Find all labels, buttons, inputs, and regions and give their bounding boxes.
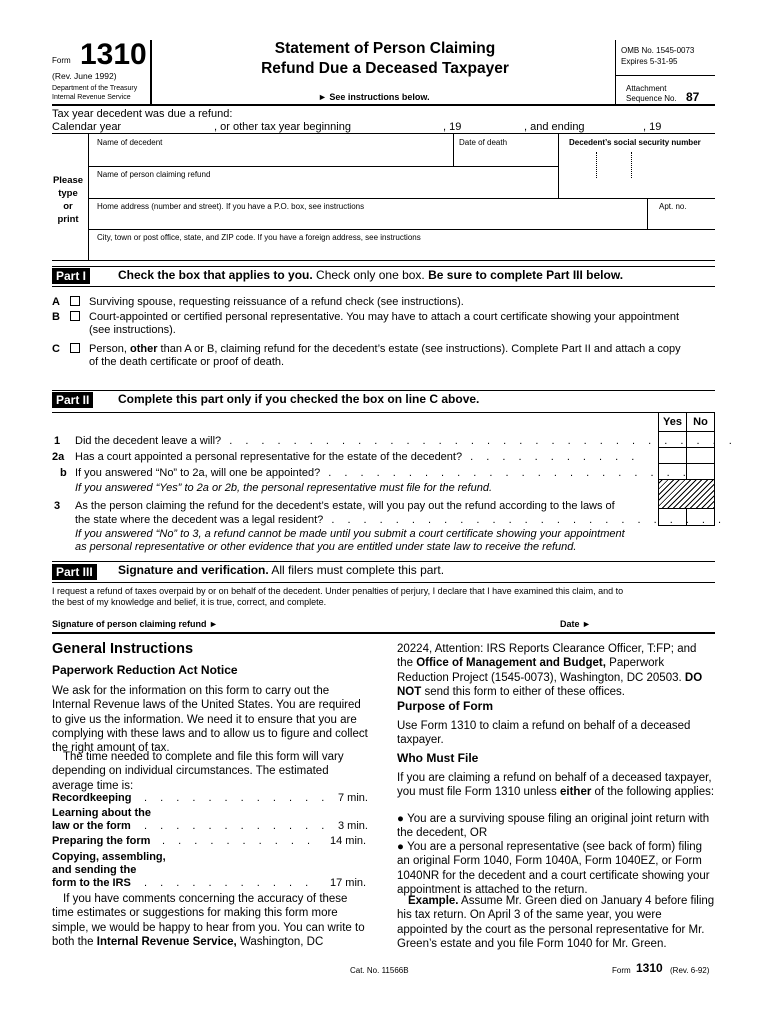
form-title-line1: Statement of Person Claiming	[274, 40, 496, 57]
signature-label: Signature of person claiming refund ►	[52, 619, 218, 629]
yes-column-header: Yes	[663, 416, 682, 428]
option-c-checkbox[interactable]	[70, 343, 80, 353]
or-label: or	[63, 201, 73, 212]
department: Department of the Treasury	[52, 85, 138, 92]
apt-number-label: Apt. no.	[659, 202, 687, 211]
ssn-label: Decedent’s social security number	[569, 138, 701, 147]
learning-label-cont: law or the form	[52, 820, 131, 832]
part-3-heading: Signature and verification. All filers must complete this part.	[118, 563, 445, 577]
q2a-text: Has a court appointed a personal representative for the estate of the decedent? . . . . . . . . . . .	[75, 451, 640, 463]
home-address-field[interactable]	[89, 199, 647, 229]
sequence-label: Sequence No.	[626, 94, 677, 103]
sequence-number: 87	[686, 90, 700, 104]
part-2-heading: Complete this part only if you checked the box on line C above.	[118, 392, 480, 406]
expires: Expires 5-31-95	[621, 57, 678, 66]
date-of-death-field[interactable]	[454, 134, 558, 166]
claimant-name-field[interactable]	[89, 167, 558, 198]
revision-date: (Rev. June 1992)	[52, 71, 117, 81]
q1-text: Did the decedent leave a will? . . . . . . . . . . . . . . . . . . . . . . . . . . . . . . . .	[75, 435, 737, 447]
option-b-checkbox[interactable]	[70, 311, 80, 321]
claimant-name-label: Name of person claiming refund	[97, 170, 211, 179]
option-b-text-cont: (see instructions).	[89, 324, 176, 336]
date-label: Date ►	[560, 619, 591, 629]
form-number: 1310	[80, 38, 147, 71]
option-c-text: Person, other than A or B, claiming refund for the decedent’s estate (see instructions). Complete Part II and attach a copy	[89, 343, 681, 355]
purpose-paragraph: Use Form 1310 to claim a refund on behalf of a deceased taxpayer.	[397, 720, 691, 747]
decedent-name-field[interactable]	[89, 134, 453, 166]
date-of-death-label: Date of death	[459, 138, 508, 147]
q2b-number: b	[60, 467, 67, 479]
declaration-text: I request a refund of taxes overpaid by or on behalf of the decedent. Under penalties of perjury, I declare that I have examined this claim, and to	[52, 586, 624, 596]
learning-label: Learning about the	[52, 807, 151, 819]
q2b-no-cell[interactable]	[687, 464, 714, 479]
type-label: type	[58, 188, 78, 199]
q3-text: As the person claiming the refund for the decedent’s estate, will you pay out the refund according to the laws of	[75, 500, 615, 512]
q1-number: 1	[54, 435, 61, 447]
time-paragraph: The time needed to complete and file this form will vary depending on individual circumstances. The estimated average time is:	[52, 751, 344, 792]
city-state-zip-label: City, town or post office, state, and ZIP code. If you have a foreign address, see instructions	[97, 233, 421, 242]
q3-note: If you answered “No” to 3, a refund cannot be made until you submit a court certificate showing your appointment	[75, 528, 625, 540]
please-label: Please	[52, 175, 84, 186]
footer-revision: (Rev. 6-92)	[670, 966, 710, 975]
who-must-file-heading: Who Must File	[397, 751, 479, 765]
declaration-text-cont: the best of my knowledge and belief, it is true, correct, and complete.	[52, 597, 327, 607]
bullet-2: ● You are a personal representative (see back of form) filing an original Form 1040, Form 1040A, Form 1040EZ, or Form 1040NR for the decedent and a court certificate showing your appointment is attached to the return.	[397, 841, 710, 896]
q2a-no-cell[interactable]	[687, 448, 714, 463]
preparing-time: 14 min.	[330, 835, 367, 847]
calendar-year-label: Calendar year	[52, 121, 122, 133]
paperwork-paragraph: We ask for the information on this form to carry out the Internal Revenue laws of the United States. You are required to give us the information. We need it to ensure that you are complying with these laws and to allow us to figure and collect the right amount of tax.	[52, 685, 368, 755]
q3-text-cont: the state where the decedent was a legal resident? . . . . . . . . . . . . . . . . . . . . . . . . .	[75, 514, 727, 526]
footer-form-label: Form	[612, 966, 631, 975]
option-c-text-cont: of the death certificate or proof of death.	[89, 356, 285, 368]
option-c-letter: C	[52, 343, 60, 355]
catalog-number: Cat. No. 11566B	[350, 966, 409, 975]
option-b-text: Court-appointed or certified personal representative. You may have to attach a court certificate showing your appointment	[89, 311, 680, 323]
q2b-text: If you answered “No” to 2a, will one be appointed? . . . . . . . . . . . . . . . . . . . . . . .	[75, 467, 691, 479]
copying-label-cont2: form to the IRS	[52, 877, 131, 889]
form-title-line2: Refund Due a Deceased Taxpayer	[261, 60, 509, 77]
and-ending-label: , and ending	[524, 121, 585, 133]
tax-year-label: Tax year decedent was due a refund:	[52, 108, 233, 120]
q3-number: 3	[54, 500, 61, 512]
decedent-name-label: Name of decedent	[97, 138, 163, 147]
paperwork-heading: Paperwork Reduction Act Notice	[52, 663, 238, 677]
form-label: Form	[52, 56, 71, 65]
example-paragraph: Example. Assume Mr. Green died on January 4 before filing his tax return. On April 3 of the same year, you were appointed by the court as the personal representative for Mr. Green’s estate and you file Form 1040 for Mr. Green.	[397, 895, 715, 950]
no-column-header: No	[693, 416, 708, 428]
footer-form-number: 1310	[636, 961, 663, 975]
q3-note-cont: as personal representative or other evidence that you are entitled under state law to receive the refund.	[75, 541, 577, 553]
option-a-text: Surviving spouse, requesting reissuance of a refund check (see instructions).	[89, 296, 464, 308]
omb-number: OMB No. 1545-0073	[621, 46, 695, 55]
other-year-label: , or other tax year beginning	[214, 121, 351, 133]
part-3-tag: Part III	[52, 564, 97, 580]
recordkeeping-time: 7 min.	[338, 792, 368, 804]
year-19-b: , 19	[643, 121, 662, 133]
q2a-number: 2a	[52, 451, 65, 463]
bullet-1: ● You are a surviving spouse filing an original joint return with the decedent, OR	[397, 813, 710, 840]
city-state-zip-field[interactable]	[89, 230, 715, 260]
comments-paragraph: If you have comments concerning the accuracy of these time estimates or suggestions for making this form more simple, we would be happy to hear from you. You can write to both the Internal Revenue Service, Washington, DC	[52, 893, 365, 948]
shaded-cells	[659, 480, 714, 508]
q2a-yes-cell[interactable]	[659, 448, 686, 463]
preparing-label: Preparing the form	[52, 835, 151, 847]
general-instructions-heading: General Instructions	[52, 641, 194, 657]
q2-note: If you answered “Yes” to 2a or 2b, the personal representative must file for the refund.	[75, 482, 493, 494]
address-paragraph: 20224, Attention: IRS Reports Clearance Officer, T:FP; and the Office of Management and Budget, Paperwork Reduction Project (1545-0073), Washington, DC 20503. DO NOT send this form to either of these offices.	[397, 643, 703, 698]
copying-label: Copying, assembling,	[52, 851, 166, 863]
attachment-label: Attachment	[626, 84, 667, 93]
copying-label-cont: and sending the	[52, 864, 137, 876]
ssn-field[interactable]	[559, 134, 715, 198]
agency: Internal Revenue Service	[52, 94, 131, 101]
who-must-file-paragraph: If you are claiming a refund on behalf of a deceased taxpayer, you must file Form 1310 unless either of the following applies:	[397, 772, 715, 799]
year-19-a: , 19	[443, 121, 462, 133]
learning-time: 3 min.	[338, 820, 368, 832]
recordkeeping-label: Recordkeeping	[52, 792, 132, 804]
home-address-label: Home address (number and street). If you have a P.O. box, see instructions	[97, 202, 365, 211]
part-1-tag: Part I	[52, 268, 90, 284]
part-1-heading: Check the box that applies to you. Check only one box. Be sure to complete Part III below.	[118, 268, 624, 282]
part-2-tag: Part II	[52, 392, 93, 408]
option-b-letter: B	[52, 311, 60, 323]
purpose-heading: Purpose of Form	[397, 699, 494, 713]
option-a-letter: A	[52, 296, 60, 308]
copying-time: 17 min.	[330, 877, 367, 889]
apt-number-field[interactable]	[648, 199, 715, 229]
see-instructions: ► See instructions below.	[318, 92, 430, 102]
option-a-checkbox[interactable]	[70, 296, 80, 306]
print-label: print	[57, 214, 79, 225]
